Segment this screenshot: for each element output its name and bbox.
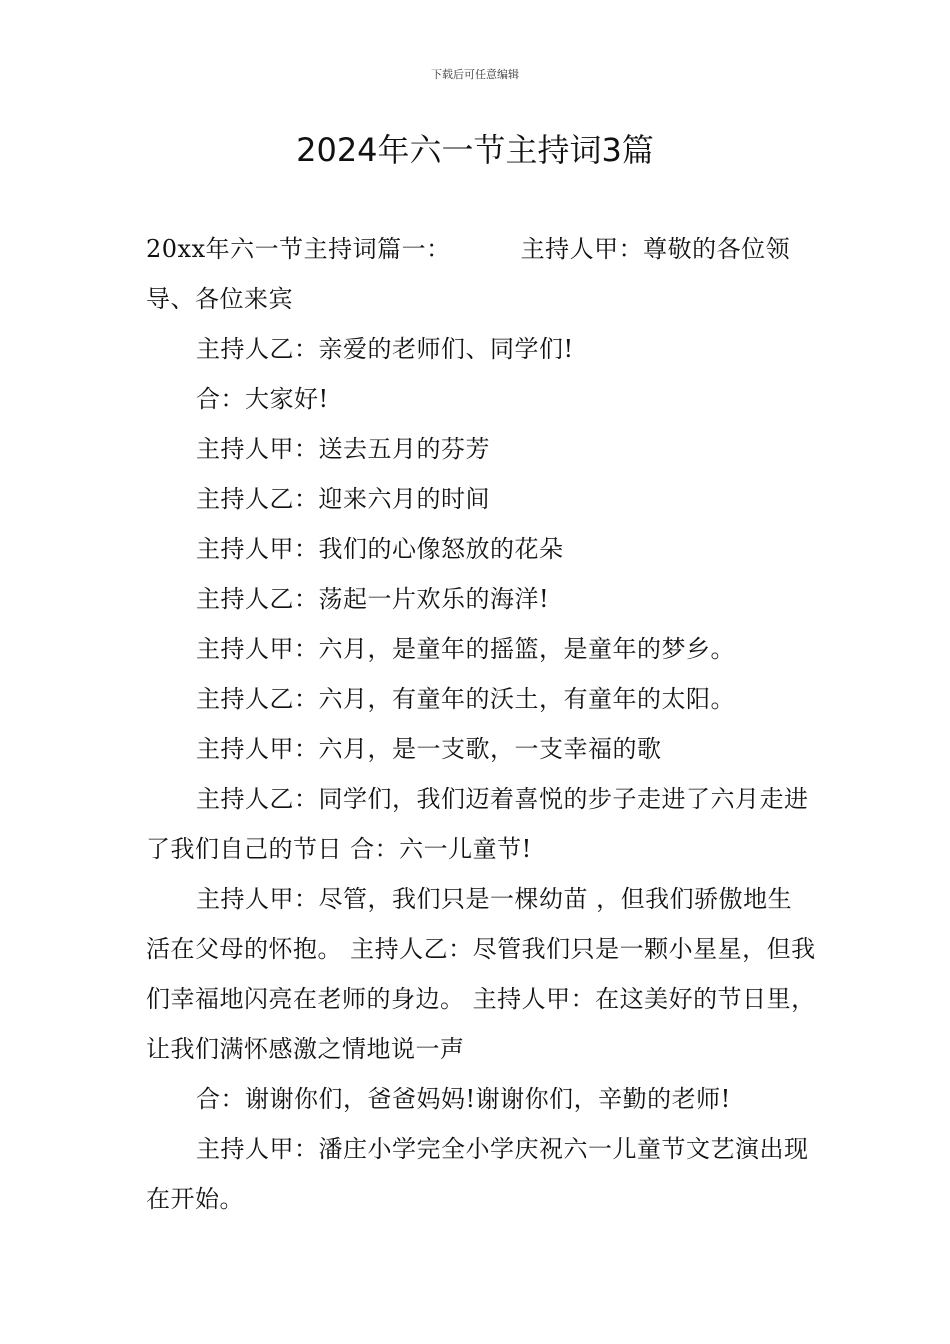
paragraph-11: 主持人甲：尽管，我们只是一棵幼苗 ，但我们骄傲地生活在父母的怀抱。 主持人乙：尽管我们只是一颗小星星，但我们幸福地闪亮在老师的身边。 主持人甲：在这美好的节日里，让我们满怀感激之情地说一声	[146, 885, 816, 1063]
paragraph-5: 主持人甲：我们的心像怒放的花朵	[196, 535, 564, 563]
document-title: 2024年六一节主持词3篇	[296, 131, 654, 169]
paragraph-1: 主持人乙：亲爱的老师们、同学们!	[196, 335, 574, 363]
paragraph-4: 主持人乙：迎来六月的时间	[196, 485, 490, 513]
intro-heading: 20xx年六一节主持词篇一：	[146, 235, 451, 263]
paragraph-8: 主持人乙：六月，有童年的沃土，有童年的太阳。	[196, 685, 735, 713]
paragraph-12: 合：谢谢你们，爸爸妈妈!谢谢你们，辛勤的老师!	[196, 1085, 731, 1113]
document-body	[146, 224, 816, 1224]
paragraph-7: 主持人甲：六月，是童年的摇篮，是童年的梦乡。	[196, 635, 735, 663]
paragraph-2: 合：大家好!	[196, 385, 329, 413]
paragraph-10: 主持人乙：同学们，我们迈着喜悦的步子走进了六月走进了我们自己的节日 合：六一儿童节!	[146, 785, 809, 863]
paragraph-6: 主持人乙：荡起一片欢乐的海洋!	[196, 585, 550, 613]
intro-paragraph	[146, 224, 816, 324]
header-note: 下载后可任意编辑	[431, 68, 519, 81]
paragraph-13: 主持人甲：潘庄小学完全小学庆祝六一儿童节文艺演出现在开始。	[146, 1135, 809, 1213]
paragraph-9: 主持人甲：六月，是一支歌，一支幸福的歌	[196, 735, 662, 763]
paragraph-3: 主持人甲：送去五月的芬芳	[196, 435, 490, 463]
intro-rest: 主持人甲：尊敬的各位领导、各位来宾	[146, 235, 791, 313]
